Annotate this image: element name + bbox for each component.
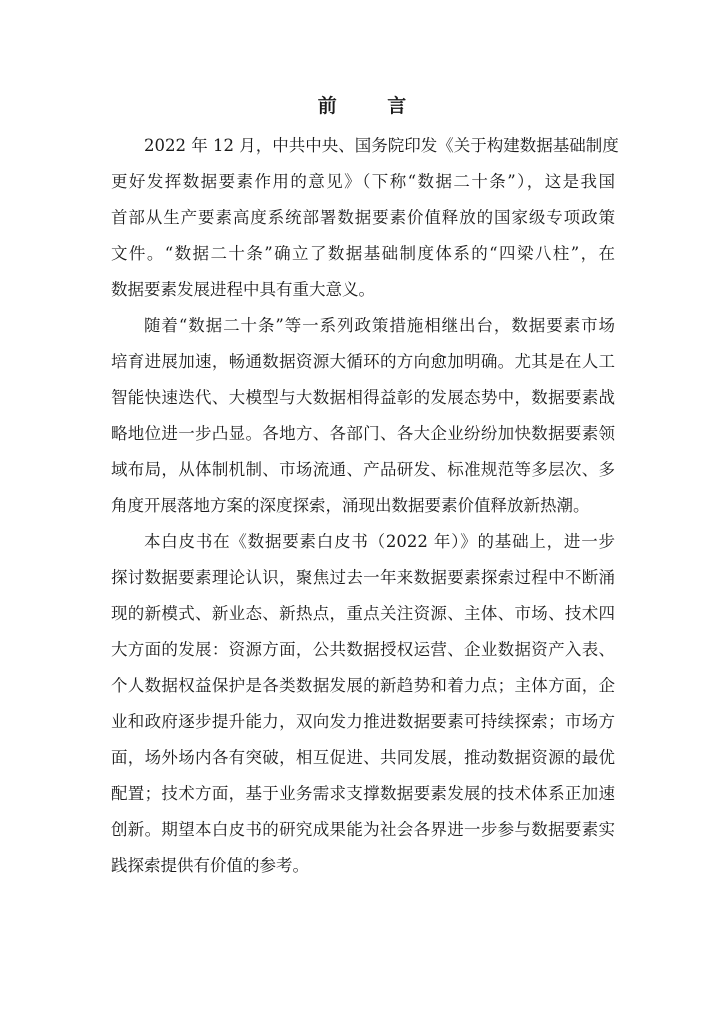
text-line: 域布局，从体制机制、市场流通、产品研发、标准规范等多层次、多 [111,460,615,479]
paragraph-3 [111,524,615,884]
text-line: 创新。期望本白皮书的研究成果能为社会各界进一步参与数据要素实 [111,820,615,839]
text-line: 培育进展加速，畅通数据资源大循环的方向愈加明确。尤其是在人工 [111,352,615,371]
document-body [111,128,619,884]
paragraph-2 [111,308,615,524]
text-line: 面，场外场内各有突破，相互促进、共同发展，推动数据资源的最优 [111,748,615,767]
text-line: 配置；技术方面，基于业务需求支撑数据要素发展的技术体系正加速 [111,784,615,803]
text-line: 现的新模式、新业态、新热点，重点关注资源、主体、市场、技术四 [111,604,615,623]
text-line: 更好发挥数据要素作用的意见》（下称“数据二十条”），这是我国 [111,172,615,191]
text-line: 践探索提供有价值的参考。 [111,856,309,875]
paragraph-1 [111,128,619,308]
text-line: 文件。“数据二十条”确立了数据基础制度体系的“四梁八柱”，在 [111,244,615,263]
text-line: 数据要素发展进程中具有重大意义。 [111,280,375,299]
text-line: 个人数据权益保护是各类数据发展的新趋势和着力点；主体方面，企 [111,676,615,695]
text-line: 2022 年 12 月，中共中央、国务院印发《关于构建数据基础制度 [144,136,619,155]
text-line: 随着“数据二十条”等一系列政策措施相继出台，数据要素市场 [144,316,615,335]
text-line: 大方面的发展：资源方面，公共数据授权运营、企业数据资产入表、 [111,640,615,659]
text-line: 本白皮书在《数据要素白皮书（2022 年）》的基础上，进一步 [144,532,615,551]
text-line: 角度开展落地方案的深度探索，涌现出数据要素价值释放新热潮。 [111,496,590,515]
text-line: 业和政府逐步提升能力，双向发力推进数据要素可持续探索；市场方 [111,712,615,731]
text-line: 略地位进一步凸显。各地方、各部门、各大企业纷纷加快数据要素领 [111,424,615,443]
text-line: 智能快速迭代、大模型与大数据相得益彰的发展态势中，数据要素战 [111,388,615,407]
text-line: 首部从生产要素高度系统部署数据要素价值释放的国家级专项政策 [111,208,615,227]
text-line: 探讨数据要素理论认识，聚焦过去一年来数据要素探索过程中不断涌 [111,568,615,587]
page-title: 前 言 [317,95,429,117]
